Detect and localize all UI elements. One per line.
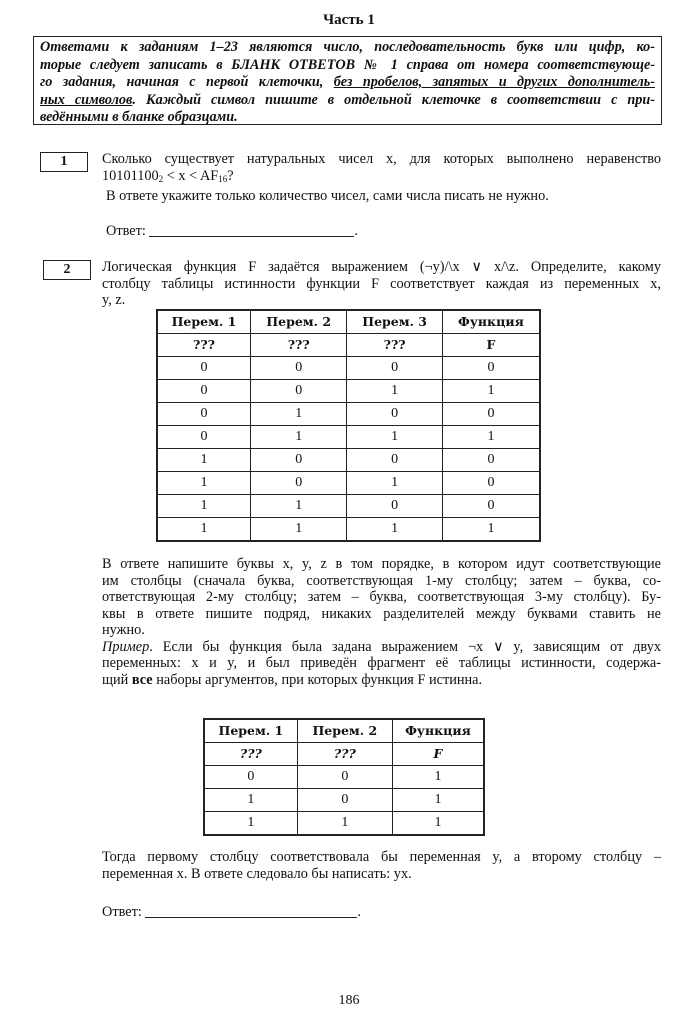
page-number: 186 bbox=[338, 993, 360, 1008]
column-subheader: ??? bbox=[347, 334, 442, 357]
task1-note: В ответе укажите только количество чисел, сами числа писать не нужно. bbox=[106, 188, 549, 204]
table-cell: 0 bbox=[442, 495, 540, 518]
table-cell: 1 bbox=[297, 812, 392, 836]
column-header: Функция bbox=[392, 719, 484, 743]
table-cell: 1 bbox=[347, 380, 442, 403]
conclusion-line: переменная x. В ответе следовало бы написать: yx. bbox=[102, 865, 412, 882]
table-cell: 0 bbox=[347, 495, 442, 518]
table-row bbox=[157, 449, 540, 472]
inequality-text: < x < AF bbox=[163, 167, 219, 184]
base-subscript: 2 bbox=[158, 173, 164, 184]
table-cell: 1 bbox=[347, 472, 442, 495]
part-title: Часть 1 bbox=[323, 12, 375, 28]
table-row bbox=[157, 495, 540, 518]
instructions-line bbox=[40, 92, 655, 110]
example-line bbox=[102, 639, 661, 656]
column-subheader: F bbox=[442, 334, 540, 357]
column-header: Перем. 2 bbox=[250, 310, 346, 334]
instructions-text: го задания, начиная с первой клеточки, bbox=[40, 74, 334, 90]
example-text: наборы аргументов, при которых функция F истинна. bbox=[152, 671, 483, 688]
instructions-box bbox=[33, 36, 662, 125]
truth-table bbox=[156, 309, 541, 542]
example-line: переменных: x и y, и был приведён фрагмент её таблицы истинности, содержа- bbox=[102, 655, 661, 671]
column-subheader: ??? bbox=[204, 743, 297, 766]
column-header: Перем. 1 bbox=[204, 719, 297, 743]
example-truth-table bbox=[203, 718, 485, 836]
table-cell: 0 bbox=[157, 426, 250, 449]
table-cell: 1 bbox=[442, 518, 540, 542]
column-subheader: ??? bbox=[250, 334, 346, 357]
table-row bbox=[157, 357, 540, 380]
table-cell: 0 bbox=[157, 403, 250, 426]
instructions-line: ведёнными в бланке образцами. bbox=[40, 109, 238, 125]
table-cell: 0 bbox=[297, 789, 392, 812]
task2-question-line: столбцу таблицы истинности функции F соответствует каждая из переменных x, bbox=[102, 275, 661, 292]
instructions-text: . Каждый символ пишите в отдельной клеточке в соответствии с при- bbox=[132, 91, 656, 108]
base-subscript: 16 bbox=[218, 173, 228, 184]
task1-question-line: Сколько существует натуральных чисел x, для которых выполнено неравенство bbox=[102, 151, 661, 167]
table-cell: 1 bbox=[157, 449, 250, 472]
table-cell: 1 bbox=[392, 812, 484, 836]
answer-label: Ответ: bbox=[102, 904, 142, 920]
task1-inequality bbox=[102, 168, 661, 185]
explanation-line: ответствующая 2-му столбцу; затем – буква, соответствующая 3-му столбцу). Бу- bbox=[102, 589, 661, 605]
column-header: Функция bbox=[442, 310, 540, 334]
table-row bbox=[157, 472, 540, 495]
table-cell: 1 bbox=[204, 789, 297, 812]
instructions-underlined: без пробелов, запятых и других дополнитель- bbox=[333, 74, 655, 90]
table-cell: 0 bbox=[347, 403, 442, 426]
answer-end: . bbox=[357, 904, 361, 920]
table-subheader-row bbox=[157, 334, 540, 357]
table-cell: 0 bbox=[157, 380, 250, 403]
table-cell: 1 bbox=[250, 495, 346, 518]
instructions-line bbox=[40, 74, 655, 92]
explanation-line: В ответе напишите буквы x, y, z в том порядке, в котором идут соответствующие bbox=[102, 556, 661, 572]
table-cell: 1 bbox=[250, 518, 346, 542]
instructions-line: торые следует записать в БЛАНК ОТВЕТОВ № 1 справа от номера соответствующе- bbox=[40, 56, 655, 73]
table-cell: 0 bbox=[204, 766, 297, 789]
table-cell: 1 bbox=[392, 789, 484, 812]
task2-conclusion bbox=[102, 849, 661, 882]
example-text: . Если бы функция была задана выражением ¬x ∨ y, зависящим от двух bbox=[149, 638, 661, 655]
table-header-row bbox=[157, 310, 540, 334]
task1-answer bbox=[106, 223, 358, 240]
example-label: Пример bbox=[102, 638, 150, 655]
task2-question-line: y, z. bbox=[102, 292, 126, 308]
example-line bbox=[102, 672, 661, 689]
example-bold: все bbox=[131, 671, 153, 688]
answer-field[interactable] bbox=[149, 224, 354, 237]
column-subheader: ??? bbox=[297, 743, 392, 766]
explanation-line: нужно. bbox=[102, 622, 145, 638]
answer-end: . bbox=[354, 223, 358, 239]
table-row bbox=[157, 403, 540, 426]
table-row bbox=[204, 766, 484, 789]
instructions-line: Ответами к заданиям 1–23 являются число, последовательность букв или цифр, ко- bbox=[40, 39, 655, 55]
column-header: Перем. 2 bbox=[297, 719, 392, 743]
table-row bbox=[204, 812, 484, 836]
table-cell: 1 bbox=[157, 495, 250, 518]
answer-field[interactable] bbox=[145, 905, 357, 918]
table-row bbox=[157, 518, 540, 542]
instructions-underlined: ных символов bbox=[40, 91, 133, 108]
table-cell: 1 bbox=[442, 426, 540, 449]
task-number-box: 2 bbox=[43, 260, 91, 280]
explanation-line: им столбцы (сначала буква, соответствующая 1-му столбцу; затем – буква, со- bbox=[102, 572, 661, 589]
table-cell: 0 bbox=[297, 766, 392, 789]
table-cell: 0 bbox=[442, 472, 540, 495]
table-cell: 1 bbox=[392, 766, 484, 789]
table-cell: 0 bbox=[157, 357, 250, 380]
table-row bbox=[157, 426, 540, 449]
table-subheader-row bbox=[204, 743, 484, 766]
table-cell: 1 bbox=[442, 380, 540, 403]
table-cell: 0 bbox=[250, 380, 346, 403]
column-header: Перем. 3 bbox=[347, 310, 442, 334]
table-cell: 1 bbox=[347, 426, 442, 449]
table-cell: 1 bbox=[204, 812, 297, 836]
table-cell: 1 bbox=[250, 426, 346, 449]
answer-label: Ответ: bbox=[106, 223, 146, 239]
binary-number: 10101100 bbox=[102, 167, 159, 184]
table-header-row bbox=[204, 719, 484, 743]
table-cell: 0 bbox=[250, 357, 346, 380]
column-subheader: F bbox=[392, 743, 484, 766]
conclusion-line: Тогда первому столбцу соответствовала бы переменная y, а второму столбцу – bbox=[102, 849, 661, 865]
column-subheader: ??? bbox=[157, 334, 250, 357]
task-number-box: 1 bbox=[40, 152, 88, 172]
table-row bbox=[204, 789, 484, 812]
explanation-line: квы в ответе пишите подряд, никаких разделителей между буквами ставить не bbox=[102, 605, 661, 622]
task2-question bbox=[102, 259, 661, 309]
question-mark: ? bbox=[227, 167, 234, 184]
table-cell: 0 bbox=[250, 449, 346, 472]
column-header: Перем. 1 bbox=[157, 310, 250, 334]
table-cell: 0 bbox=[250, 472, 346, 495]
table-cell: 0 bbox=[347, 449, 442, 472]
table-cell: 0 bbox=[442, 403, 540, 426]
task2-answer bbox=[102, 904, 361, 921]
task2-question-line: Логическая функция F задаётся выражением (¬y)/\x ∨ x/\z. Определите, какому bbox=[102, 259, 661, 275]
table-cell: 0 bbox=[442, 357, 540, 380]
task1-question bbox=[102, 151, 661, 184]
table-cell: 0 bbox=[442, 449, 540, 472]
table-row bbox=[157, 380, 540, 403]
table-cell: 0 bbox=[347, 357, 442, 380]
table-cell: 1 bbox=[250, 403, 346, 426]
example-text: щий bbox=[102, 671, 132, 688]
table-cell: 1 bbox=[157, 518, 250, 542]
task2-explanation bbox=[102, 556, 661, 688]
table-cell: 1 bbox=[347, 518, 442, 542]
table-cell: 1 bbox=[157, 472, 250, 495]
